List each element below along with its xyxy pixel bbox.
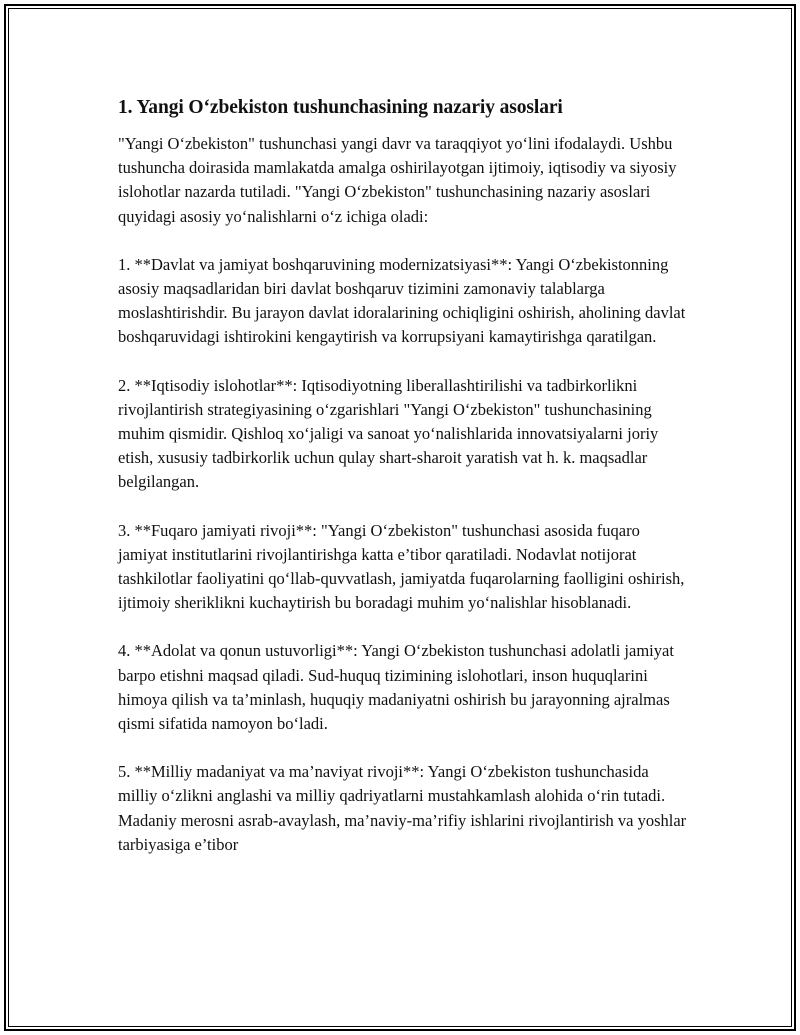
paragraph-point-1: 1. **Davlat va jamiyat boshqaruvining modernizatsiyasi**: Yangi O‘zbekistonning asosiy maqsadlaridan biri davlat boshqaruv tizimini zamonaviy talablarga moslashtirishdir. Bu jarayon davlat idoralarining ochiqligini oshirish, aholining davlat boshqaruvidagi ishtirokini kengaytirish va korrupsiyani kamaytirishga qaratilgan. xyxy=(118,254,686,347)
paragraph-point-2: 2. **Iqtisodiy islohotlar**: Iqtisodiyotning liberallashtirilishi va tadbirkorlikni rivojlantirish strategiyasining o‘zgarishlari "Yangi O‘zbekiston" tushunchasining muhim qismidir. Qishloq xo‘jaligi va sanoat yo‘nalishlarida innovatsiyalarni joriy etish, xususiy tadbirkorlik uchun qulay shart-sharoit yaratish vat h. k. maqsadlar belgilangan. xyxy=(118,375,659,492)
paragraph-point-5: 5. **Milliy madaniyat va ma’naviyat rivoji**: Yangi O‘zbekiston tushunchasida milliy o‘zlikni anglashi va milliy qadriyatlarni mustahkamlash alohida o‘rin tutadi. Madaniy merosni asrab-avaylash, ma’naviy-ma’rifiy ishlarini rivojlantirish va yoshlar tarbiyasiga e’tibor xyxy=(118,762,687,854)
document-body xyxy=(118,94,690,881)
section-heading: 1. Yangi O‘zbekiston tushunchasining nazariy asoslari xyxy=(118,97,563,118)
paragraph-point-3: 3. **Fuqaro jamiyati rivoji**: "Yangi O‘zbekiston" tushunchasi asosida fuqaro jamiyat institutlarini rivojlantirishga katta e’tibor qaratiladi. Nodavlat notijorat tashkilotlar faoliyatini qo‘llab-quvvatlash, jamiyatda fuqarolarning faolligini oshirish, ijtimoiy sheriklikni kuchaytirish bu boradagi muhim yo‘nalishlar hisoblanadi. xyxy=(118,520,685,613)
intro-paragraph: "Yangi O‘zbekiston" tushunchasi yangi davr va taraqqiyot yo‘lini ifodalaydi. Ushbu tushuncha doirasida mamlakatda amalga oshirilayotgan ijtimoiy, iqtisodiy va siyosiy islohotlar nazarda tutiladi. "Yangi O‘zbekiston" tushunchasining nazariy asoslari quyidagi asosiy yo‘nalishlarni o‘z ichiga oladi: xyxy=(118,134,677,226)
paragraph-point-4: 4. **Adolat va qonun ustuvorligi**: Yangi O‘zbekiston tushunchasi adolatli jamiyat barpo etishni maqsad qiladi. Sud-huquq tizimining islohotlari, inson huquqlarini himoya qilish va ta’minlash, huquqiy madaniyatni oshirish bu jarayonning ajralmas qismi sifatida namoyon bo‘ladi. xyxy=(118,641,674,734)
